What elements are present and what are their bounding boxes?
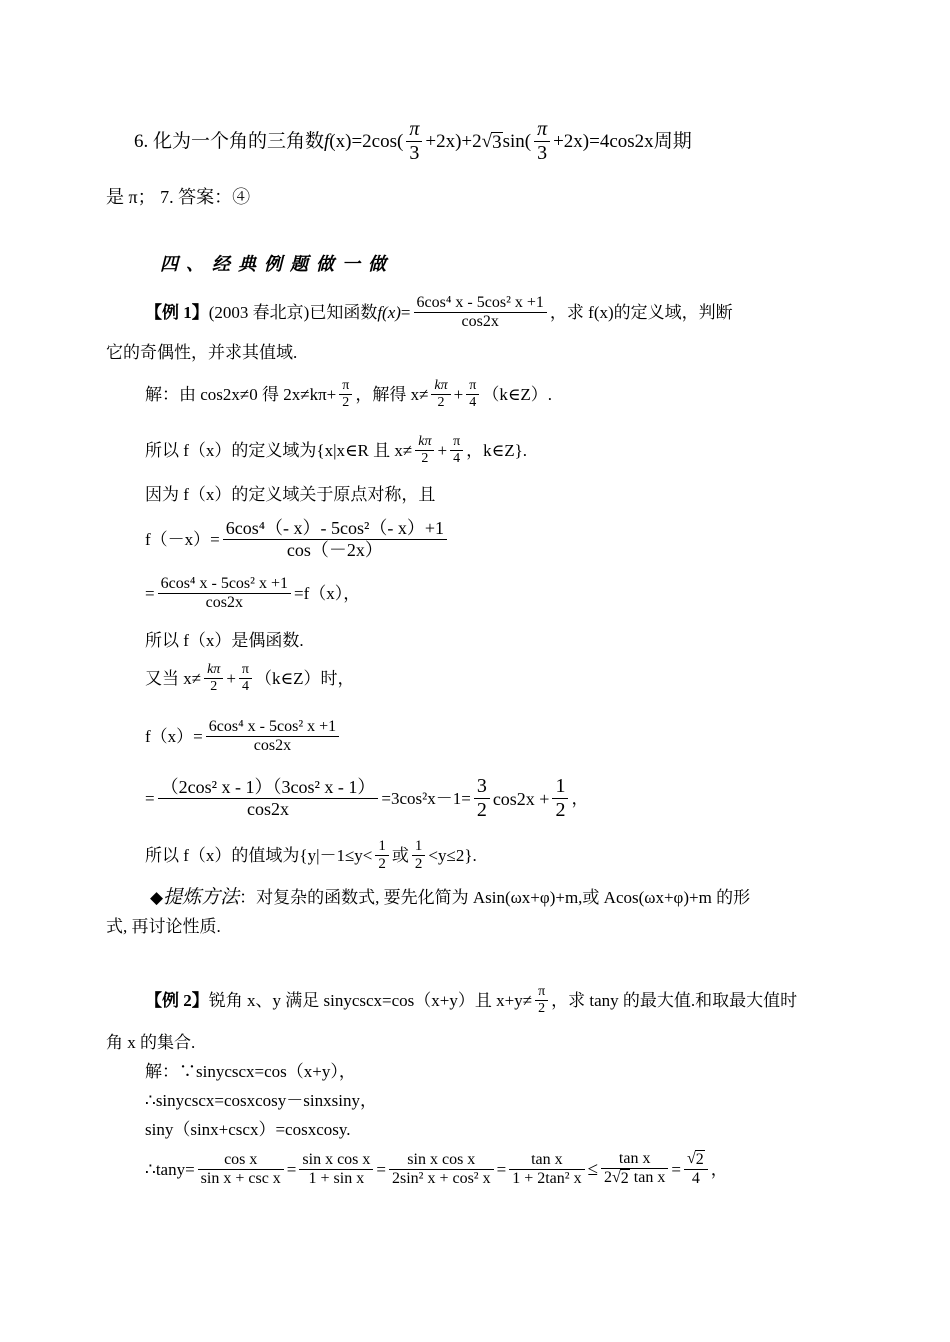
q6-frac-pi3-b: $\frac{\pi}{3}$ [534,118,550,165]
ex1-even: 所以 f（x）是偶函数. [145,631,304,650]
ex1-eq: = [400,303,411,323]
ex2-s3: siny（sinx+cscx）=cosxcosy. [145,1120,351,1139]
frac-pi-2: $\frac{\pi}{2}$ [339,378,352,411]
ex1-fx: f（x）= $\frac{\text{6cos⁴ x - 5cos² x +1}}{\cos 2x}$ [145,718,342,756]
frac-pi-4: $\frac{\pi}{4}$ [466,378,479,411]
ex1-eqfx: = $\frac{\text{6cos⁴ x - 5cos² x +1}}{\cos 2x}$ =f（x）， [145,575,361,612]
ex1-frac: $\frac{\text{6cos⁴ x - 5cos² x +1}}{\cos 2x}$ [414,294,547,332]
frac-kpi-2: $\frac{k\pi}{2}$ [431,378,450,411]
q6-line [134,118,692,165]
ex1-f: f(x) [377,303,401,323]
ex2-line2: 角 x 的集合. [106,1033,196,1052]
ex1-when: 又当 x≠ $\frac{k\pi}{2}$ + $\frac{\pi}{4}$ （k∈Z）时， [145,662,355,695]
ex2-s1: 解：∵sinycscx=cos（x+y）， [145,1062,356,1081]
ex1-result: = $\frac{\text{（2cos² x - 1）（3cos² x - 1）}}{\cos 2x}$ =3cos²x－1= $\frac{3}{2}$ cos2x + $\frac{1}{2}$ ， [145,775,589,821]
method-title: 提炼方法 [163,886,240,908]
ex2-line1: 【例 2】 锐角 x、y 满足 sinycscx=cos（x+y）且 x+y≠ $\frac{\pi}{2}$ ，求 tany 的最大值.和取最大值时 [145,984,798,1017]
q6-eq1: =2cos( [351,131,404,152]
ex1-range: 所以 f（x）的值域为{y|－1≤y< $\frac{1}{2}$ 或 $\frac{1}{2}$ <y≤2}. [145,838,477,873]
q6-sqrt3: √ 3 [481,130,502,153]
ex2-s2: ∴sinycscx=cosxcosy－sinxsiny， [145,1091,377,1110]
ex1-line2: 它的奇偶性，并求其值域. [106,343,298,362]
ex1-method-line2: 式, 再讨论性质. [106,917,221,936]
q6-f: f [324,131,330,152]
q6-plus2: +2 [461,131,482,152]
ex1-fneg: f（－x）= $\frac{\text{6cos⁴（- x）- 5cos²（- x）+1}}{\cos(-2x)}$ [145,518,450,560]
ex1-sol1: 解：由 cos2x≠0 得 2x≠kπ+ $\frac{\pi}{2}$ ，解得 x≠ $\frac{k\pi}{2}$ + $\frac{\pi}{4}$ （k∈Z）. [145,378,553,411]
diamond-icon: ◆ [150,888,164,907]
ex2-label: 【例 2】 [145,991,209,1011]
q6-eq2: =4cos2x [589,131,654,152]
ex2-tan-chain: ∴tany= $\frac{\text{cos x}}{\text{sin x + csc x}}$ = $\frac{\text{sin x cos x}}{\text{1 + sin x}}$ = $\frac{\text{sin x cos x}}{\text{2sin² x + cos² x}}$ = $\frac{\text{tan x}}{\text{1 + 2tan² x}}$ ≤ tan x 2√ 2 tan x = √ 2 4 ， [145,1150,728,1188]
section-title: 四、经典例题做一做 [160,254,394,275]
q6-plus2x-b: +2x) [553,131,590,152]
q6-sin: sin( [502,131,532,152]
q6-args: (x) [329,131,352,152]
ex1-source: (2003 春北京)已知函数 [208,303,378,323]
q6-plus2x-a: +2x) [425,131,462,152]
ex1-label: 【例 1】 [145,303,209,323]
ex1-domain: 所以 f（x）的定义域为{x|x∈R 且 x≠ $\frac{k\pi}{2}$ + $\frac{\pi}{4}$ ，k∈Z}. [145,434,528,467]
q6-frac-pi3-a: $\frac{\pi}{3}$ [406,118,422,165]
ex1-sym: 因为 f（x）的定义域关于原点对称，且 [145,485,436,504]
ex1-line1 [145,294,733,332]
q6-suffix: 周期 [653,131,692,152]
ex1-tail: ，求 f(x)的定义域，判断 [549,303,733,323]
q6-line2: 是 π； 7. 答案：④ [106,187,251,207]
ex1-method: ◆ 提炼方法 ：对复杂的函数式, 要先化简为 Asin(ωx+φ)+m,或 Acos(ωx+φ)+m 的形 [150,886,751,908]
q6-prefix: 6. 化为一个角的三角数 [134,131,325,152]
